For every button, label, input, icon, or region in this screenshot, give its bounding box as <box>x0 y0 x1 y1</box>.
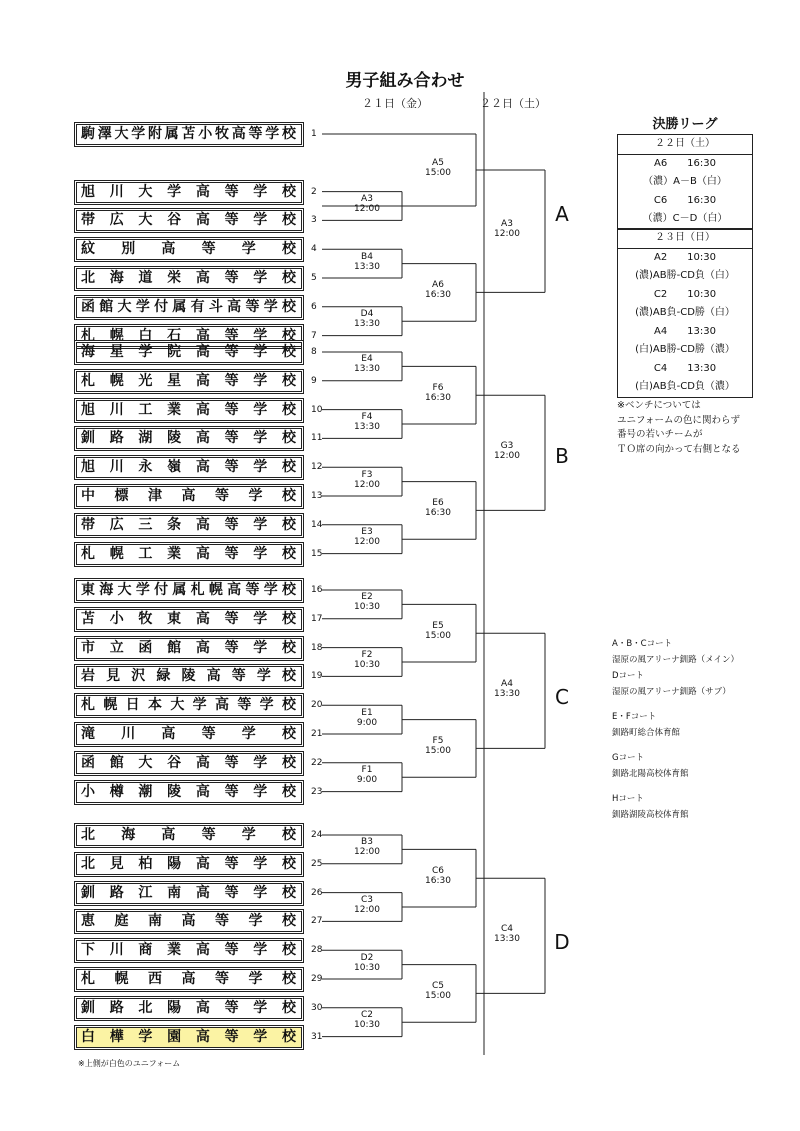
match-code: E3 <box>361 527 373 538</box>
match-c3 <box>347 895 387 915</box>
uniform-footnote: ※上側が白色のユニフォーム <box>78 1059 181 1068</box>
court-label: A・B・Cコート <box>612 639 673 649</box>
team-number: 9 <box>311 375 317 386</box>
match-code: C3 <box>360 895 373 905</box>
final-row: （濃）A－B（白） <box>643 176 727 187</box>
match-e5 <box>418 621 458 641</box>
match-time: 12:00 <box>354 537 380 548</box>
team-name: 紋別高等学校 <box>76 239 302 260</box>
match-f4 <box>347 412 387 432</box>
team-number: 18 <box>311 642 323 653</box>
court-label: Hコート <box>612 794 644 804</box>
match-time: 16:30 <box>425 876 451 887</box>
match-a3-final <box>487 219 527 239</box>
block-label-d: D <box>554 930 570 954</box>
court-label: E・Fコート <box>612 712 657 722</box>
match-e6 <box>418 498 458 518</box>
match-c4 <box>487 924 527 944</box>
note-line: ※ベンチについては <box>617 400 701 411</box>
team-number: 30 <box>311 1002 323 1013</box>
team-number: 25 <box>311 858 323 869</box>
match-time: 16:30 <box>425 290 451 301</box>
team-number: 14 <box>311 519 323 530</box>
note-line: ユニフォームの色に関わらず <box>617 414 741 426</box>
team-number: 7 <box>311 330 317 341</box>
match-time: 10:30 <box>354 660 380 670</box>
team-name: 小樽潮陵高等学校 <box>76 782 302 803</box>
match-f5 <box>418 736 458 756</box>
match-d2 <box>347 953 387 973</box>
team-number: 8 <box>311 347 317 357</box>
match-time: 12:00 <box>494 450 520 461</box>
block-label-a: A <box>555 202 569 226</box>
match-e4 <box>347 354 387 374</box>
match-e2 <box>347 592 387 612</box>
match-b3 <box>347 837 387 857</box>
team-name: 旭川永嶺高等学校 <box>76 457 302 478</box>
final-day1-box <box>617 134 753 230</box>
match-code: E5 <box>432 621 444 632</box>
match-code: A5 <box>432 158 444 168</box>
match-code: C4 <box>500 923 513 934</box>
team-name: 下川商業高等学校 <box>76 940 302 961</box>
match-time: 10:30 <box>354 962 380 973</box>
team-number: 23 <box>311 786 323 797</box>
team-number: 31 <box>311 1031 323 1042</box>
match-code: F6 <box>432 383 444 394</box>
match-f2 <box>347 650 387 670</box>
team-number: 3 <box>311 215 317 226</box>
court-venue: 釧路湖陵高校体育館 <box>612 810 689 820</box>
team-name: 駒澤大学附属苫小牧高等学校 <box>76 124 302 145</box>
team-name: 函館大谷高等学校 <box>76 753 302 774</box>
final-row: A4 13:30 <box>653 325 717 337</box>
team-number: 20 <box>311 700 323 711</box>
match-code: A3 <box>501 219 513 230</box>
match-code: F1 <box>361 765 373 776</box>
team-name: 市立函館高等学校 <box>76 638 302 659</box>
team-name: 北海高等学校 <box>76 825 302 846</box>
team-name: 釧路北陽高等学校 <box>76 998 302 1019</box>
team-number: 19 <box>311 671 323 682</box>
final-day2-header: ２３日（日） <box>618 229 752 249</box>
team-number: 11 <box>311 433 323 444</box>
team-name: 帯広三条高等学校 <box>76 515 302 536</box>
final-row: C6 16:30 <box>653 194 717 206</box>
final-row: （濃）C－D（白） <box>642 213 728 224</box>
match-d4 <box>347 309 387 329</box>
team-name: 北海道栄高等学校 <box>76 268 302 289</box>
match-time: 13:30 <box>494 933 520 944</box>
block-label-c: C <box>555 685 569 709</box>
team-number: 29 <box>311 974 323 984</box>
team-name: 中標津高等学校 <box>76 486 302 507</box>
final-league-title: 決勝リーグ <box>652 117 718 132</box>
final-day2-box <box>617 228 753 398</box>
court-venue: 湿原の風アリーナ釧路（メイン） <box>612 655 739 665</box>
match-e3 <box>347 527 387 547</box>
match-g3 <box>487 441 527 461</box>
final-row: (濃)AB負-CD勝（白） <box>635 307 735 318</box>
team-number: 22 <box>311 757 323 768</box>
final-row: (白)AB勝-CD勝（濃） <box>635 344 735 355</box>
final-row: (濃)AB勝-CD負（白） <box>635 270 735 281</box>
match-time: 9:00 <box>356 775 378 786</box>
match-time: 15:00 <box>425 168 451 178</box>
team-number: 10 <box>311 404 323 415</box>
match-code: D4 <box>360 309 374 320</box>
match-code: E6 <box>432 498 444 509</box>
final-day1-header: ２２日（土） <box>618 135 752 155</box>
final-row: A2 10:30 <box>653 251 717 263</box>
team-name: 釧路湖陵高等学校 <box>76 428 302 449</box>
match-code: A6 <box>432 280 444 291</box>
final-row: C2 10:30 <box>653 288 717 300</box>
match-a5 <box>418 158 458 178</box>
team-name: 函館大学付属有斗高等学校 <box>76 297 302 318</box>
team-number: 15 <box>311 548 323 559</box>
match-time: 10:30 <box>354 1020 380 1031</box>
team-number: 28 <box>311 945 323 956</box>
match-f3 <box>347 470 387 490</box>
match-time: 16:30 <box>425 508 451 519</box>
team-number: 17 <box>311 613 323 624</box>
team-name: 旭川大学高等学校 <box>76 182 302 203</box>
team-number: 24 <box>311 830 323 840</box>
team-number: 26 <box>311 887 323 898</box>
match-a3 <box>347 194 387 214</box>
team-name: 海星学院高等学校 <box>76 342 302 363</box>
team-number: 4 <box>311 244 317 255</box>
team-name: 札幌西高等学校 <box>76 969 302 990</box>
note-line: ＴＯ席の向かって右側となる <box>617 443 741 455</box>
note-line: 番号の若いチームが <box>617 429 703 440</box>
match-code: G3 <box>500 440 514 451</box>
final-row: C4 13:30 <box>653 362 717 374</box>
team-number: 21 <box>311 729 323 739</box>
team-number: 6 <box>311 301 317 312</box>
team-name: 釧路江南高等学校 <box>76 883 302 904</box>
court-label: Dコート <box>612 671 645 681</box>
team-name: 札幌工業高等学校 <box>76 544 302 565</box>
match-code: B4 <box>361 251 373 262</box>
court-venue: 湿原の風アリーナ釧路（サブ） <box>612 687 731 697</box>
team-number: 13 <box>311 491 323 501</box>
match-f6 <box>418 383 458 403</box>
match-f1 <box>347 765 387 785</box>
match-code: F5 <box>432 736 444 747</box>
match-code: C2 <box>360 1010 373 1021</box>
match-time: 15:00 <box>425 631 451 642</box>
day2-header: ２２日（土） <box>480 97 546 110</box>
match-time: 13:30 <box>494 688 520 699</box>
match-code: A4 <box>501 678 513 689</box>
day1-header: ２１日（金） <box>362 97 428 110</box>
team-number: 5 <box>311 273 317 283</box>
match-c6 <box>418 866 458 886</box>
final-row: A6 16:30 <box>653 157 717 169</box>
page-title: 男子組み合わせ <box>345 71 465 91</box>
match-code: E1 <box>361 707 373 718</box>
court-list <box>612 636 739 823</box>
match-time: 15:00 <box>425 991 451 1002</box>
match-a6 <box>418 280 458 300</box>
match-time: 15:00 <box>425 746 451 757</box>
team-name: 札幌光星高等学校 <box>76 371 302 392</box>
match-time: 13:30 <box>354 319 380 330</box>
match-c2 <box>347 1010 387 1030</box>
match-code: E2 <box>361 592 373 603</box>
court-label: Gコート <box>612 753 645 763</box>
match-a4 <box>487 679 527 699</box>
match-time: 13:30 <box>354 261 380 272</box>
match-code: C6 <box>431 866 444 877</box>
team-name: 旭川工業高等学校 <box>76 400 302 421</box>
match-time: 12:00 <box>354 905 380 915</box>
team-name: 北見柏陽高等学校 <box>76 854 302 875</box>
match-time: 13:30 <box>354 422 380 432</box>
team-name: 白樺学園高等学校 <box>76 1027 302 1048</box>
team-number: 2 <box>311 186 317 197</box>
match-time: 12:00 <box>354 847 380 858</box>
team-number: 27 <box>311 916 323 927</box>
match-e1 <box>347 708 387 728</box>
team-name: 帯広大谷高等学校 <box>76 210 302 231</box>
team-name: 札幌日本大学高等学校 <box>76 695 302 716</box>
team-name: 札幌白石高等学校 <box>76 326 302 347</box>
team-name: 岩見沢緑陵高等学校 <box>76 666 302 687</box>
match-time: 16:30 <box>425 393 451 404</box>
match-code: B3 <box>361 837 373 848</box>
court-venue: 釧路町総合体育館 <box>612 728 681 738</box>
team-name: 滝川高等学校 <box>76 724 302 745</box>
match-time: 12:00 <box>354 479 380 490</box>
block-label-b: B <box>555 444 569 468</box>
team-name: 恵庭南高等学校 <box>76 911 302 932</box>
match-time: 9:00 <box>356 717 378 728</box>
match-b4 <box>347 252 387 272</box>
team-name: 東海大学付属札幌高等学校 <box>76 580 302 601</box>
match-code: E4 <box>361 354 373 365</box>
match-code: F3 <box>361 469 373 480</box>
match-time: 12:00 <box>354 204 380 214</box>
match-code: D2 <box>360 952 374 963</box>
final-row: (白)AB負-CD負（濃） <box>635 381 735 392</box>
match-c5 <box>418 981 458 1001</box>
match-code: F4 <box>361 412 373 422</box>
match-time: 13:30 <box>354 364 380 375</box>
match-code: F2 <box>361 650 373 660</box>
court-venue: 釧路北陽高校体育館 <box>612 769 689 779</box>
team-number: 16 <box>311 585 323 595</box>
match-code: C5 <box>431 981 444 992</box>
team-number: 1 <box>311 129 317 139</box>
team-number: 12 <box>311 462 323 473</box>
team-name: 苫小牧東高等学校 <box>76 609 302 630</box>
match-code: A3 <box>361 194 373 204</box>
bench-note <box>617 399 741 457</box>
match-time: 12:00 <box>494 229 520 240</box>
match-time: 10:30 <box>354 602 380 613</box>
